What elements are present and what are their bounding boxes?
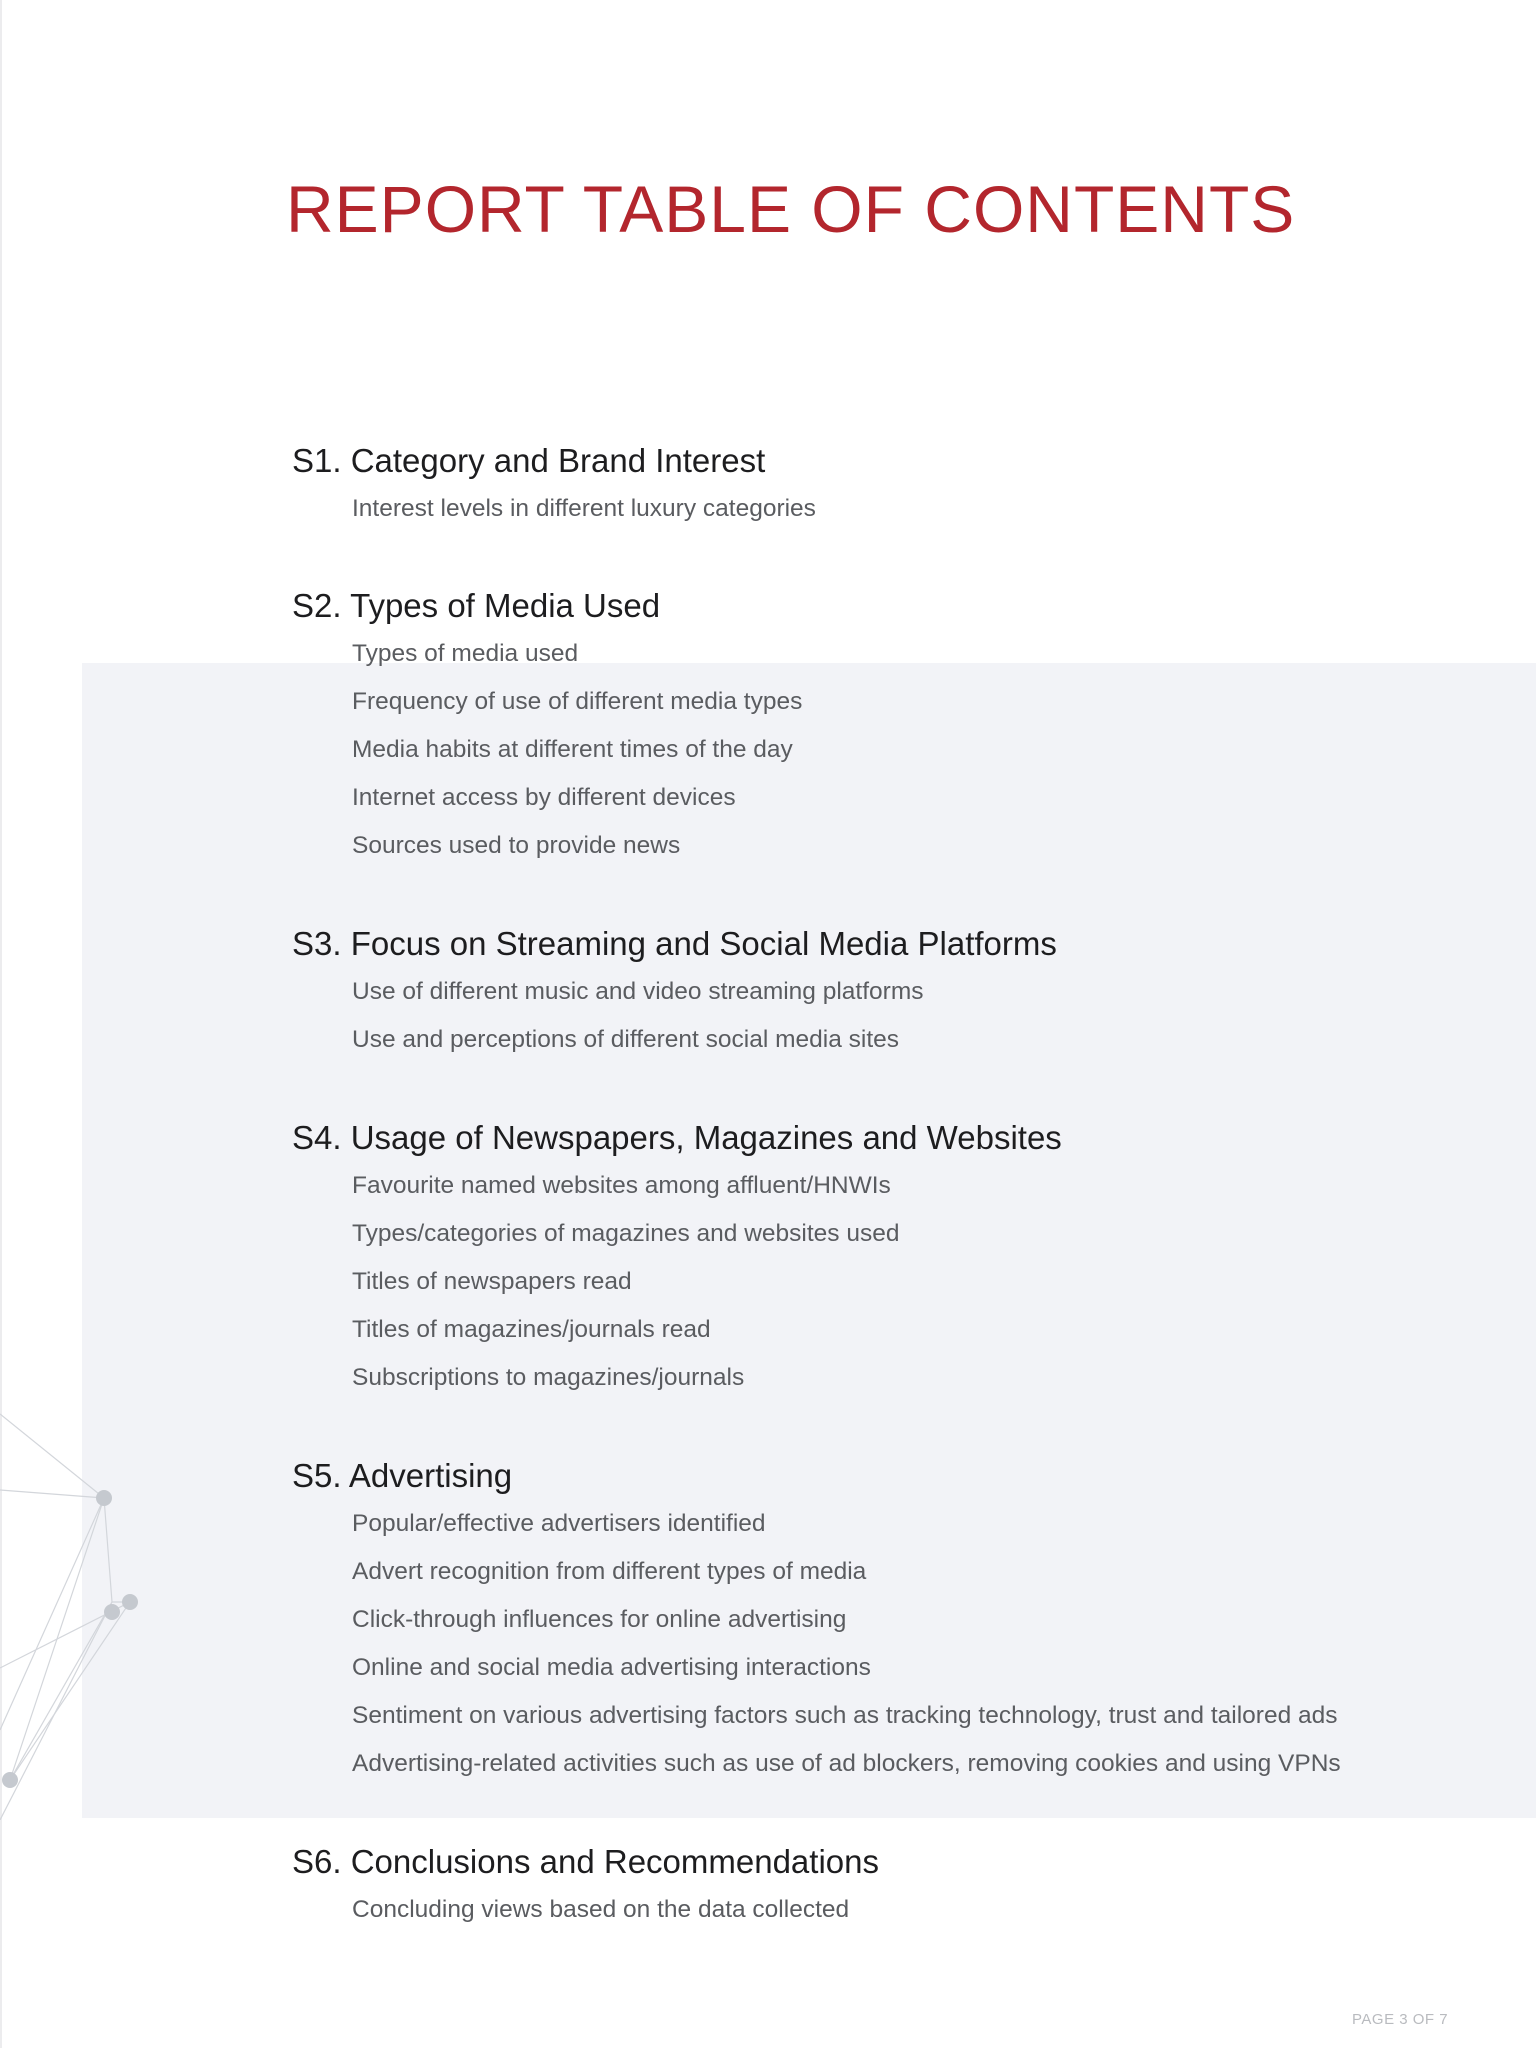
list-item: Frequency of use of different media types xyxy=(352,688,803,715)
toc-section-s1 xyxy=(292,441,816,533)
list-item: Types/categories of magazines and websites used xyxy=(352,1220,900,1247)
list-item: Titles of magazines/journals read xyxy=(352,1316,711,1343)
section-heading: S3. Focus on Streaming and Social Media Platforms xyxy=(292,925,1057,962)
section-items xyxy=(352,968,1057,1064)
list-item: Advert recognition from different types of media xyxy=(352,1558,867,1585)
section-heading: S6. Conclusions and Recommendations xyxy=(292,1843,879,1880)
section-items xyxy=(352,1886,879,1934)
list-item: Media habits at different times of the day xyxy=(352,736,793,763)
section-items xyxy=(352,1162,1062,1402)
list-item: Popular/effective advertisers identified xyxy=(352,1510,766,1537)
toc-section-s6 xyxy=(292,1842,879,1934)
page-number: PAGE 3 OF 7 xyxy=(1352,2011,1449,2028)
list-item: Concluding views based on the data collected xyxy=(352,1896,850,1923)
network-nodes-icon xyxy=(0,1400,160,1820)
section-heading: S2. Types of Media Used xyxy=(292,587,661,624)
section-heading: S5. Advertising xyxy=(292,1457,513,1494)
list-item: Favourite named websites among affluent/HNWIs xyxy=(352,1172,891,1199)
section-items xyxy=(352,1500,1341,1788)
list-item: Interest levels in different luxury categories xyxy=(352,495,816,522)
list-item: Advertising-related activities such as use of ad blockers, removing cookies and using VPNs xyxy=(352,1750,1341,1777)
list-item: Sentiment on various advertising factors such as tracking technology, trust and tailored ads xyxy=(352,1702,1338,1729)
toc-section-s3 xyxy=(292,924,1057,1064)
list-item: Subscriptions to magazines/journals xyxy=(352,1364,745,1391)
list-item: Internet access by different devices xyxy=(352,784,736,811)
list-item: Types of media used xyxy=(352,640,579,667)
toc-section-s2 xyxy=(292,586,802,870)
page-title: REPORT TABLE OF CONTENTS xyxy=(286,172,1296,246)
list-item: Online and social media advertising interactions xyxy=(352,1654,871,1681)
list-item: Titles of newspapers read xyxy=(352,1268,632,1295)
list-item: Click-through influences for online advertising xyxy=(352,1606,847,1633)
list-item: Use of different music and video streaming platforms xyxy=(352,978,924,1005)
list-item: Use and perceptions of different social media sites xyxy=(352,1026,900,1053)
list-item: Sources used to provide news xyxy=(352,832,681,859)
toc-section-s5 xyxy=(292,1456,1341,1788)
toc-section-s4 xyxy=(292,1118,1062,1402)
section-items xyxy=(352,485,816,533)
section-heading: S4. Usage of Newspapers, Magazines and Websites xyxy=(292,1119,1062,1156)
section-heading: S1. Category and Brand Interest xyxy=(292,442,766,479)
section-items xyxy=(352,630,802,870)
